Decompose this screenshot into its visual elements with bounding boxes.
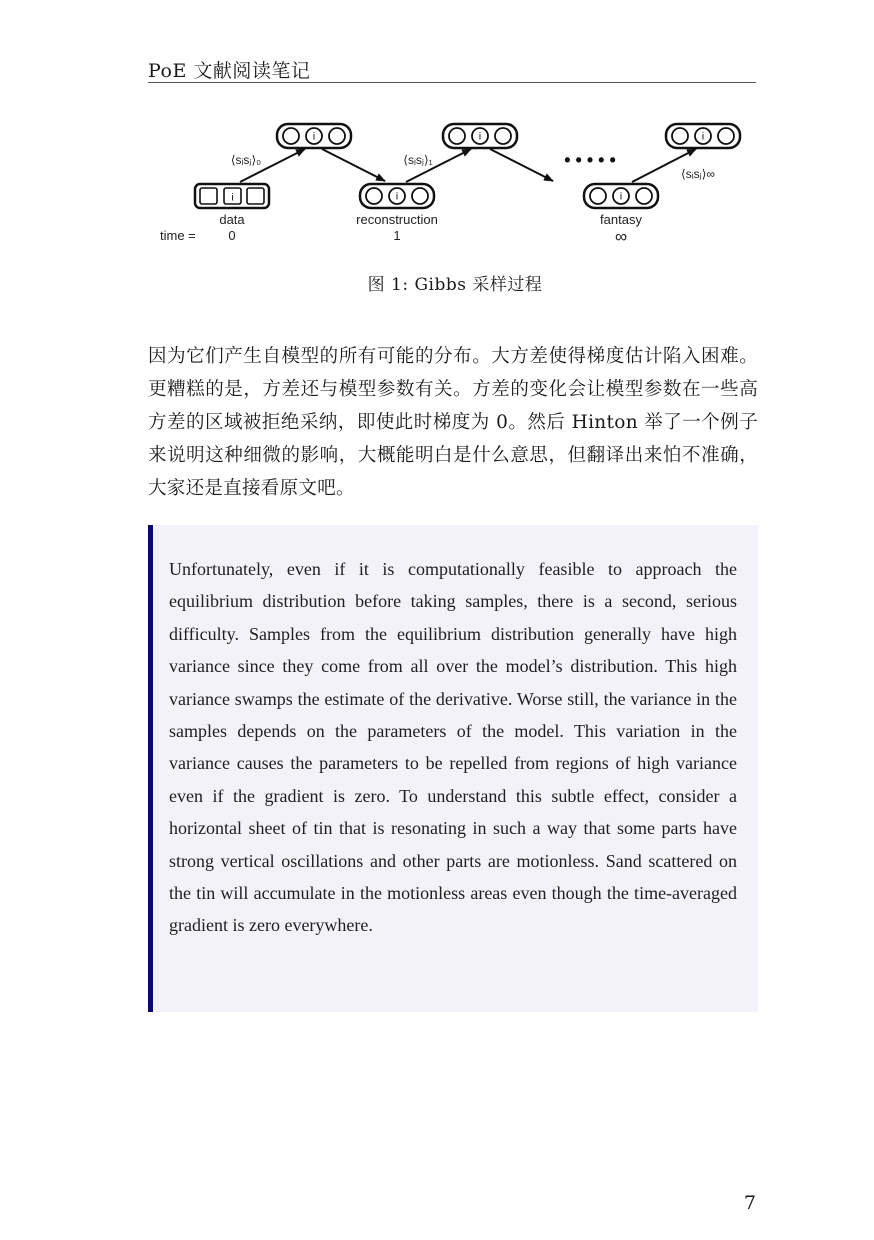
header-title: PoE 文献阅读笔记 bbox=[148, 60, 311, 82]
quote-block bbox=[148, 525, 758, 1012]
hidden-layer-inf bbox=[666, 124, 740, 148]
continuation-dots: • • • • • bbox=[564, 150, 616, 170]
time-label: time = bbox=[160, 228, 196, 243]
stat-1: ⟨sᵢsⱼ⟩₁ bbox=[403, 153, 433, 167]
reconstruction-visible-layer bbox=[360, 184, 434, 208]
label-fantasy: fantasy bbox=[600, 212, 642, 227]
transition-arrows bbox=[240, 149, 696, 182]
body-paragraph: 因为它们产生自模型的所有可能的分布。大方差使得梯度估计陷入困难。更糟糕的是，方差还与模型参数有关。方差的变化会让模型参数在一些高方差的区域被拒绝采纳，即使此时梯度为 0。然后 Hinton 举了一个例子来说明这种细微的影响，大概能明白是什么意思，但翻译出来怕不准确，大家还是直接看原文吧。 bbox=[148, 346, 758, 499]
hidden-layer-0 bbox=[277, 124, 351, 148]
hiddeninf-unit-label: i bbox=[701, 131, 705, 143]
reconstruction-unit-label: i bbox=[395, 191, 399, 203]
data-unit-label: i bbox=[231, 192, 234, 204]
figure-caption: 图 1: Gibbs 采样过程 bbox=[367, 275, 543, 295]
stat-0: ⟨sᵢsⱼ⟩₀ bbox=[230, 153, 262, 167]
time-0: 0 bbox=[228, 228, 236, 243]
hidden-layer-1 bbox=[443, 124, 517, 148]
time-inf: ∞ bbox=[614, 227, 628, 246]
hidden1-unit-label: i bbox=[478, 131, 482, 143]
stat-inf: ⟨sᵢsⱼ⟩∞ bbox=[681, 167, 715, 181]
quote-text: Unfortunately, even if it is computationally feasible to approach the equilibrium distribution before taking samples, there is a second, serious difficulty. Samples from the equilibrium distribution generally have high variance since they come from all over the model’s distribution. This high variance swamps the estimate of the derivative. Worse still, the variance in the samples depends on the parameters of the model. This variation in the variance causes the parameters to be repelled from regions of high variance even if the gradient is zero. To understand this subtle effect, consider a horizontal sheet of tin that is resonating in such a way that some parts have strong vertical oscillations and other parts are motionless. Sand scattered on the tin will accumulate in the motionless areas even though the time-averaged gradient is zero everywhere. bbox=[169, 559, 737, 936]
label-data: data bbox=[219, 212, 245, 227]
fantasy-unit-label: i bbox=[619, 191, 623, 203]
hidden0-unit-label: i bbox=[312, 131, 316, 143]
gibbs-sampling-figure bbox=[150, 118, 760, 253]
page-header bbox=[148, 52, 756, 83]
time-1: 1 bbox=[393, 228, 401, 243]
data-visible-layer bbox=[195, 184, 269, 208]
fantasy-visible-layer bbox=[584, 184, 658, 208]
label-reconstruction: reconstruction bbox=[356, 212, 438, 227]
page-number: 7 bbox=[743, 1192, 756, 1214]
